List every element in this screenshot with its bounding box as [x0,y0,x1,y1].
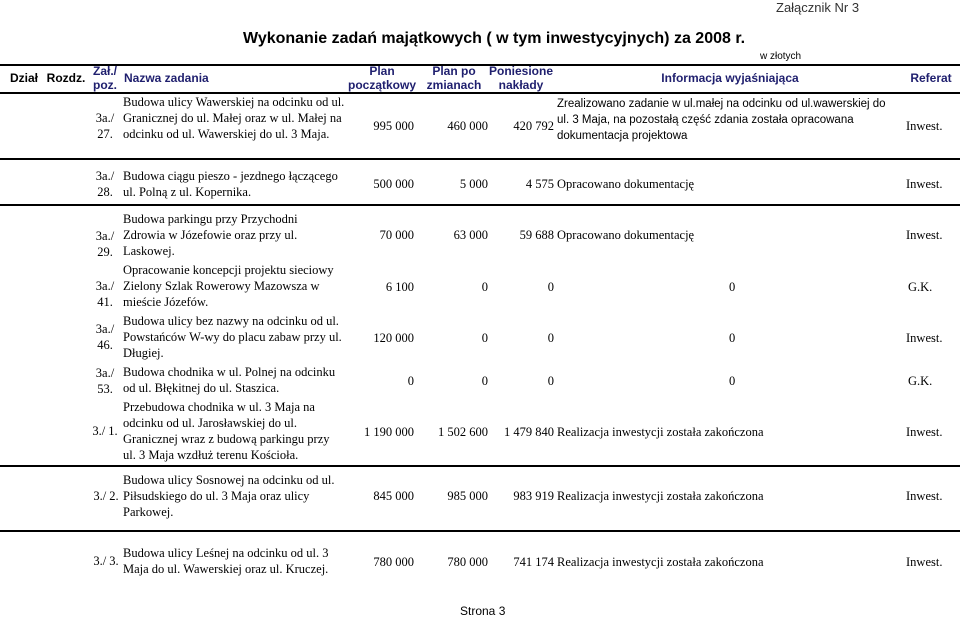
row-plan-po: 985 000 [447,489,488,503]
row-name: Budowa ulicy Sosnowej na odcinku od ul. Piłsudskiego do ul. 3 Maja oraz ulicy Parkowej. [123,473,335,519]
row-plan: 0 [407,374,414,388]
row-info: Realizacja inwestycji została zakończona [557,555,764,569]
row-poz: 3./ 3. [93,554,119,568]
row-nakl: 0 [547,280,554,294]
col-plan-poczatkowy: Plan początkowy [347,64,416,92]
row-info: 0 [729,374,736,388]
col-rozdz: Rozdz. [46,71,86,85]
row-poz: 3./ 2. [93,489,119,503]
row-info: 0 [729,331,736,345]
row-name: Budowa ulicy Leśnej na odcinku od ul. 3 Maja do ul. Wawerskiej oraz ul. Kruczej. [123,546,329,576]
row-nakl: 59 688 [519,228,554,242]
unit-label: w złotych [760,51,802,62]
row-name: Budowa ulicy bez nazwy na odcinku od ul. Powstańców W-wy do placu zabaw przy ul. Długiej. [123,314,342,360]
row-plan-po: 0 [481,280,488,294]
row-nakl: 983 919 [513,489,554,503]
row-separator [0,204,960,206]
row-nakl: 741 174 [513,555,554,569]
row-plan-po: 1 502 600 [438,425,488,439]
row-ref: Inwest. [906,228,943,242]
row-plan-po: 5 000 [459,177,488,191]
page-title: Wykonanie zadań majątkowych ( w tym inwestycyjnych) za 2008 r. [243,30,746,47]
row-plan-po: 0 [481,331,488,345]
row-poz: 3a./ 41. [95,279,115,309]
row-name: Budowa ulicy Wawerskiej na odcinku od ul. Granicznej do ul. Małej oraz w ul. Małej na odcinku od ul. Wawerskiej do ul. 3 Maja. [123,95,345,141]
row-poz: 3a./ 53. [95,366,115,396]
row-info: Zrealizowano zadanie w ul.małej na odcinku od ul.wawerskiej do ul. 3 Maja, na pozostałą część zdania została opracowana dokumentacja projektowa [557,98,886,142]
row-poz: 3a./ 29. [95,229,115,259]
row-nakl: 1 479 840 [504,425,554,439]
col-zal-poz: Zał./ poz. [92,64,117,92]
col-poniesione: Poniesione nakłady [488,64,553,92]
row-ref: G.K. [908,280,933,294]
row-plan-po: 460 000 [447,119,488,133]
row-poz: 3a./ 46. [95,322,115,352]
col-referat: Referat [910,71,952,85]
row-plan: 995 000 [373,119,414,133]
row-nakl: 420 792 [513,119,554,133]
row-separator [0,158,960,160]
row-plan-po: 0 [481,374,488,388]
row-plan: 120 000 [373,331,414,345]
row-ref: Inwest. [906,177,943,191]
row-info: Opracowano dokumentację [557,177,695,191]
row-ref: Inwest. [906,119,943,133]
row-name: Przebudowa chodnika w ul. 3 Maja na odcinku od ul. Jarosławskiej do ul. Granicznej wraz z budową parkingu przy ul. 3 Maja wzdłuż terenu Kościoła. [123,400,330,462]
row-plan: 6 100 [385,280,414,294]
col-plan-po-zmianach: Plan po zmianach [426,64,482,92]
col-informacja: Informacja wyjaśniająca [661,71,799,85]
row-poz: 3a./ 28. [95,169,115,199]
row-plan: 780 000 [373,555,414,569]
row-poz: 3a./ 27. [95,111,115,141]
row-separator [0,465,960,467]
row-ref: Inwest. [906,489,943,503]
row-plan-po: 63 000 [453,228,488,242]
row-plan: 500 000 [373,177,414,191]
row-separator [0,530,960,532]
row-plan-po: 780 000 [447,555,488,569]
row-nakl: 0 [547,374,554,388]
appendix-label: Załącznik Nr 3 [776,0,860,15]
row-info: Opracowano dokumentację [557,228,695,242]
row-info: 0 [729,280,736,294]
row-info: Realizacja inwestycji została zakończona [557,489,764,503]
row-ref: Inwest. [906,555,943,569]
row-plan: 845 000 [373,489,414,503]
row-poz: 3./ 1. [92,424,118,438]
row-name: Budowa chodnika w ul. Polnej na odcinku od ul. Błękitnej do ul. Staszica. [123,365,336,395]
col-nazwa: Nazwa zadania [124,71,209,85]
row-plan: 1 190 000 [364,425,414,439]
row-ref: Inwest. [906,331,943,345]
col-dzial: Dział [9,71,38,85]
row-name: Budowa parkingu przy Przychodni Zdrowia w Józefowie oraz przy ul. Laskowej. [123,212,298,258]
row-plan: 70 000 [379,228,414,242]
row-nakl: 0 [547,331,554,345]
row-ref: Inwest. [906,425,943,439]
row-name: Opracowanie koncepcji projektu sieciowy Zielony Szlak Rowerowy Mazowsza w mieście Józefów. [123,263,334,309]
row-name: Budowa ciągu pieszo - jezdnego łączącego ul. Polną z ul. Kopernika. [123,169,338,199]
row-info: Realizacja inwestycji została zakończona [557,425,764,439]
page-footer: Strona 3 [460,604,506,618]
row-ref: G.K. [908,374,933,388]
row-nakl: 4 575 [525,177,554,191]
